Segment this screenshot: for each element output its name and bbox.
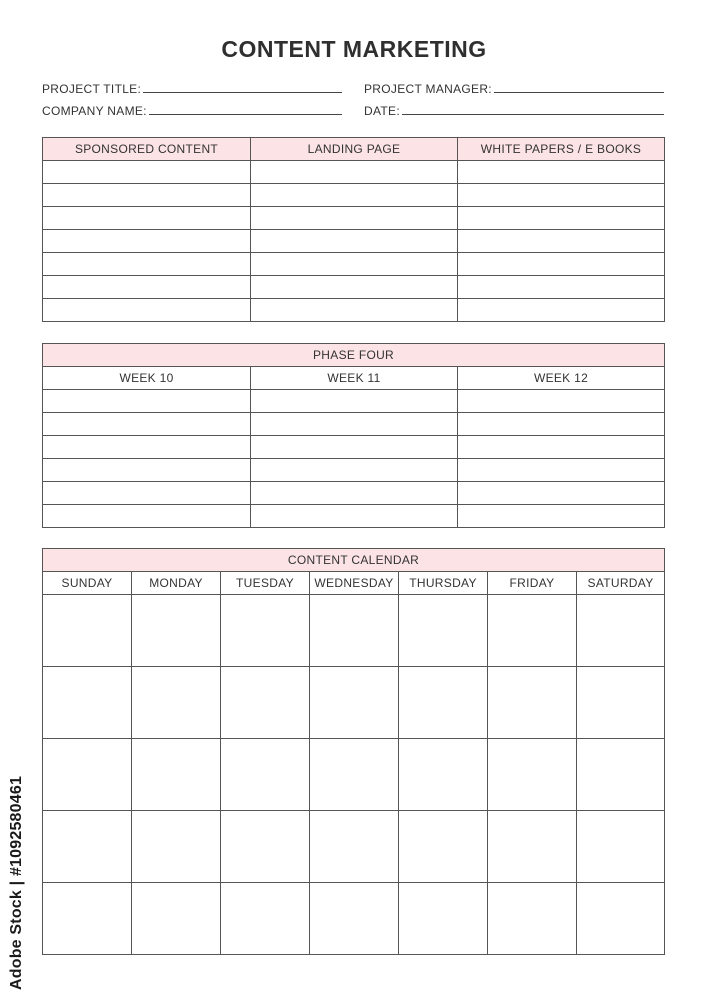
calendar-day-cell[interactable] (132, 595, 221, 667)
date-line[interactable] (402, 114, 664, 115)
table-row (43, 230, 665, 253)
calendar-week-row (43, 739, 665, 811)
project-manager-line[interactable] (494, 92, 664, 93)
table-cell[interactable] (251, 459, 458, 482)
header-landing-page: LANDING PAGE (251, 138, 458, 161)
table-row (43, 207, 665, 230)
table-cell[interactable] (43, 253, 251, 276)
table-cell[interactable] (43, 184, 251, 207)
header-white-papers: WHITE PAPERS / E BOOKS (458, 138, 665, 161)
project-title-line[interactable] (143, 92, 342, 93)
calendar-day-cell[interactable] (310, 667, 399, 739)
phase-four-title-row (43, 344, 665, 367)
table-cell[interactable] (43, 276, 251, 299)
calendar-day-cell[interactable] (221, 667, 310, 739)
table-row (43, 413, 665, 436)
calendar-day-cell[interactable] (43, 667, 132, 739)
table-row (43, 505, 665, 528)
table-row (43, 184, 665, 207)
table-row (43, 276, 665, 299)
calendar-day-cell[interactable] (399, 811, 488, 883)
calendar-days-row (43, 572, 665, 595)
calendar-day-cell[interactable] (577, 811, 665, 883)
table-cell[interactable] (251, 299, 458, 322)
project-title-label: PROJECT TITLE: (42, 82, 142, 96)
calendar-day-cell[interactable] (577, 667, 665, 739)
table-cell[interactable] (43, 230, 251, 253)
table-cell[interactable] (251, 505, 458, 528)
calendar-day-friday: FRIDAY (488, 572, 577, 595)
calendar-day-wednesday: WEDNESDAY (310, 572, 399, 595)
table-cell[interactable] (458, 390, 665, 413)
header-sponsored-content: SPONSORED CONTENT (43, 138, 251, 161)
table-cell[interactable] (251, 230, 458, 253)
project-manager-label: PROJECT MANAGER: (364, 82, 492, 96)
table-cell[interactable] (43, 299, 251, 322)
company-name-line[interactable] (149, 114, 342, 115)
table-cell[interactable] (251, 207, 458, 230)
table-cell[interactable] (43, 390, 251, 413)
company-name-label: COMPANY NAME: (42, 104, 147, 118)
calendar-day-cell[interactable] (488, 739, 577, 811)
calendar-day-sunday: SUNDAY (43, 572, 132, 595)
calendar-day-cell[interactable] (488, 883, 577, 955)
calendar-day-cell[interactable] (399, 667, 488, 739)
table-cell[interactable] (43, 482, 251, 505)
table-cell[interactable] (251, 184, 458, 207)
calendar-day-cell[interactable] (310, 883, 399, 955)
calendar-title: CONTENT CALENDAR (43, 549, 665, 572)
table-cell[interactable] (458, 230, 665, 253)
table-cell[interactable] (458, 276, 665, 299)
phase-four-weeks-row (43, 367, 665, 390)
calendar-day-cell[interactable] (221, 811, 310, 883)
calendar-day-cell[interactable] (488, 811, 577, 883)
calendar-day-cell[interactable] (399, 595, 488, 667)
content-types-table (42, 137, 665, 322)
table-row (43, 253, 665, 276)
table-cell[interactable] (43, 161, 251, 184)
calendar-day-cell[interactable] (43, 883, 132, 955)
calendar-day-thursday: THURSDAY (399, 572, 488, 595)
calendar-day-cell[interactable] (221, 739, 310, 811)
table-cell[interactable] (251, 253, 458, 276)
project-title-field[interactable] (42, 78, 342, 96)
header-week-10: WEEK 10 (43, 367, 251, 390)
watermark: Adobe Stock | #1092580461 (8, 775, 25, 990)
calendar-day-cell[interactable] (132, 667, 221, 739)
calendar-day-cell[interactable] (399, 739, 488, 811)
table-row (43, 390, 665, 413)
company-name-field[interactable] (42, 100, 342, 118)
table-cell[interactable] (43, 436, 251, 459)
table-cell[interactable] (458, 482, 665, 505)
calendar-day-cell[interactable] (310, 595, 399, 667)
calendar-day-cell[interactable] (577, 739, 665, 811)
calendar-week-row (43, 667, 665, 739)
table-cell[interactable] (251, 482, 458, 505)
table-cell[interactable] (43, 413, 251, 436)
date-label: DATE: (364, 104, 400, 118)
table-cell[interactable] (458, 436, 665, 459)
calendar-day-cell[interactable] (399, 883, 488, 955)
phase-four-title: PHASE FOUR (43, 344, 665, 367)
phase-four-table (42, 343, 665, 528)
calendar-day-cell[interactable] (577, 595, 665, 667)
calendar-week-row (43, 883, 665, 955)
content-types-header-row (43, 138, 665, 161)
calendar-day-cell[interactable] (132, 739, 221, 811)
calendar-day-cell[interactable] (310, 811, 399, 883)
calendar-day-cell[interactable] (221, 595, 310, 667)
calendar-week-row (43, 811, 665, 883)
page-title: CONTENT MARKETING (221, 36, 487, 62)
table-row (43, 482, 665, 505)
date-field[interactable] (364, 100, 664, 118)
header-week-11: WEEK 11 (251, 367, 458, 390)
table-cell[interactable] (43, 505, 251, 528)
table-cell[interactable] (251, 276, 458, 299)
table-cell[interactable] (458, 184, 665, 207)
table-cell[interactable] (458, 299, 665, 322)
calendar-day-saturday: SATURDAY (577, 572, 665, 595)
table-cell[interactable] (458, 459, 665, 482)
calendar-day-cell[interactable] (221, 883, 310, 955)
table-row (43, 436, 665, 459)
calendar-day-cell[interactable] (43, 739, 132, 811)
table-cell[interactable] (251, 390, 458, 413)
calendar-day-tuesday: TUESDAY (221, 572, 310, 595)
calendar-day-cell[interactable] (310, 739, 399, 811)
table-cell[interactable] (251, 413, 458, 436)
table-cell[interactable] (458, 253, 665, 276)
table-cell[interactable] (251, 161, 458, 184)
calendar-day-cell[interactable] (488, 595, 577, 667)
calendar-day-cell[interactable] (43, 811, 132, 883)
project-manager-field[interactable] (364, 78, 664, 96)
table-row (43, 161, 665, 184)
calendar-week-row (43, 595, 665, 667)
table-cell[interactable] (458, 413, 665, 436)
content-calendar-table (42, 548, 665, 955)
table-row (43, 459, 665, 482)
calendar-day-cell[interactable] (132, 883, 221, 955)
table-cell[interactable] (458, 161, 665, 184)
table-cell[interactable] (43, 459, 251, 482)
table-cell[interactable] (251, 436, 458, 459)
calendar-day-monday: MONDAY (132, 572, 221, 595)
calendar-day-cell[interactable] (132, 811, 221, 883)
table-cell[interactable] (43, 207, 251, 230)
calendar-day-cell[interactable] (488, 667, 577, 739)
calendar-day-cell[interactable] (43, 595, 132, 667)
calendar-title-row (43, 549, 665, 572)
table-cell[interactable] (458, 505, 665, 528)
header-week-12: WEEK 12 (458, 367, 665, 390)
calendar-day-cell[interactable] (577, 883, 665, 955)
table-row (43, 299, 665, 322)
table-cell[interactable] (458, 207, 665, 230)
